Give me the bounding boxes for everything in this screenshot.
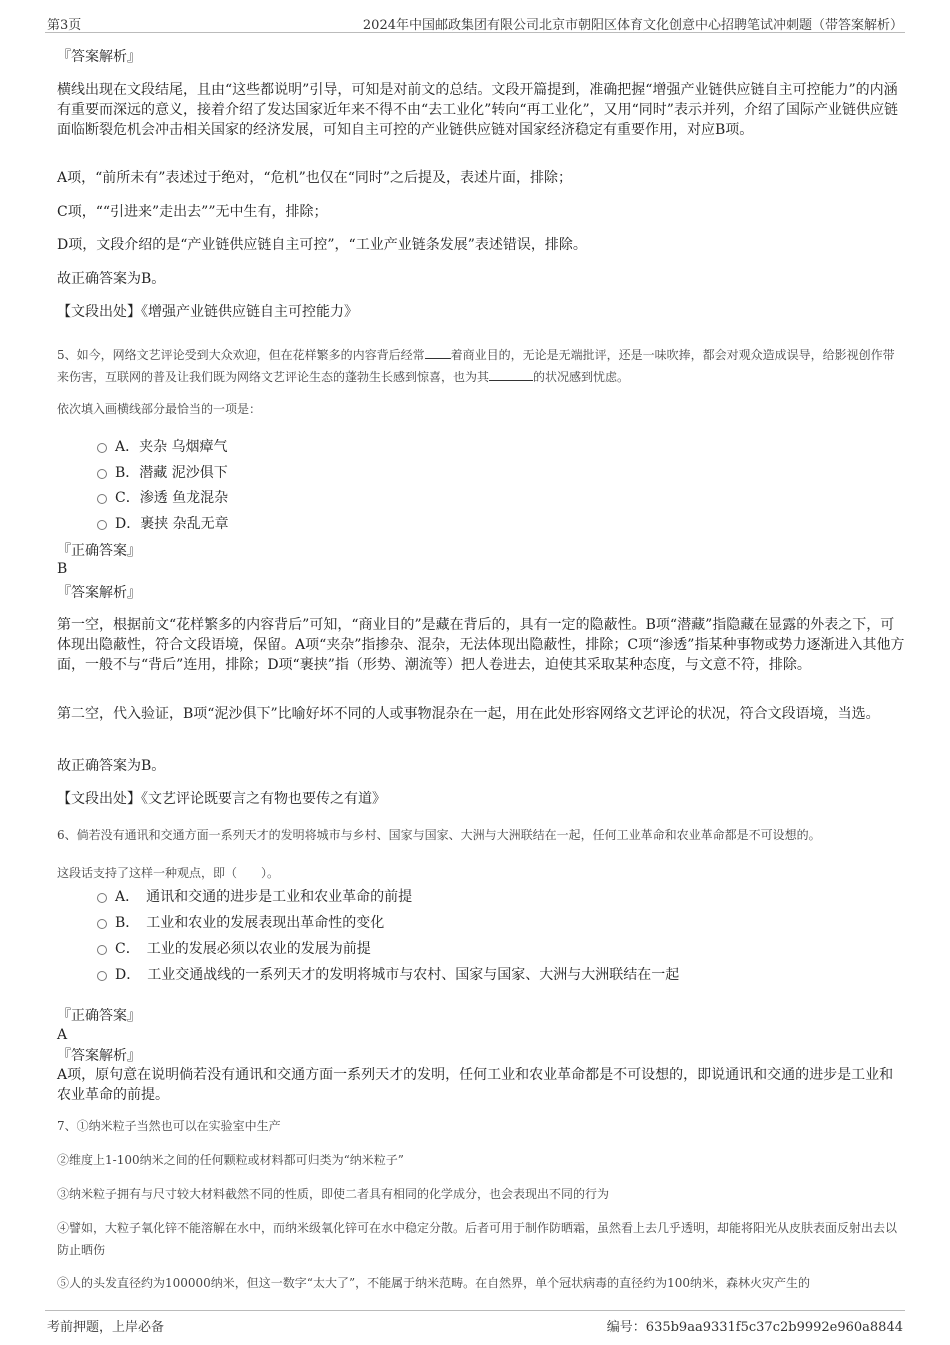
question-7-sentence-4: ④譬如，大粒子氧化锌不能溶解在水中，而纳米级氧化锌可在水中稳定分散。后者可用于制作防晒霜，虽然看上去几乎透明，却能将阳光从皮肤表面反射出去以防止晒伤 xyxy=(57,1221,898,1257)
analysis-label: 『答案解析』 xyxy=(57,585,141,601)
document-title: 2024年中国邮政集团有限公司北京市朝阳区体育文化创意中心招聘笔试冲刺题（带答案解析） xyxy=(362,18,903,33)
stem-text: 着商业目的，无论是无端批评，还是一味吹捧，都会对观众造成误导，给影视创作带来伤害，互联网的普及让我们既为网络文艺评论生态的蓬勃生长感到惊喜，也为其 xyxy=(57,348,895,384)
fill-blank xyxy=(425,346,451,359)
option-b[interactable]: B．潜藏 泥沙俱下 xyxy=(97,463,228,483)
question-7-sentence-5: ⑤人的头发直径约为100000纳米，但这一数字“太大了”，不能属于纳米范畴。在自然界，单个冠状病毒的直径约为100纳米，森林火灾产生的 xyxy=(57,1276,810,1290)
analysis-paragraph: 第一空，根据前文“花样繁多的内容背后”可知，“商业目的”是藏在背后的，具有一定的隐蔽性。B项“潜藏”指隐藏在显露的外表之下，可体现出隐蔽性，符合文段语境，保留。A项“夹杂”指掺杂、混杂，无法体现出隐蔽性，排除；C项“渗透”指某种事物或势力逐渐进入其他方面，一般不与“背后”连用，排除；D项“裹挟”指（形势、潮流等）把人卷进去，迫使其采取某种态度，与文意不符，排除。 xyxy=(57,617,905,673)
analysis-label: 『答案解析』 xyxy=(57,49,141,65)
page-footer xyxy=(45,1310,905,1335)
radio-icon[interactable] xyxy=(97,520,107,530)
question-7-sentence-2: ②维度上1-100纳米之间的任何颗粒或材料都可归类为“纳米粒子” xyxy=(57,1153,404,1167)
analysis-label: 『答案解析』 xyxy=(57,1048,141,1064)
note-option-a: A项，“前所未有”表述过于绝对，“危机”也仅在“同时”之后提及，表述片面，排除； xyxy=(57,170,573,186)
conclusion: 故正确答案为B。 xyxy=(57,758,166,774)
question-5-stem xyxy=(57,344,905,388)
source-citation: 【文段出处】《增强产业链供应链自主可控能力》 xyxy=(57,304,358,320)
source-citation: 【文段出处】《文艺评论既要言之有物也要传之有道》 xyxy=(57,791,386,807)
analysis-text: A项，原句意在说明倘若没有通讯和交通方面一系列天才的发明，任何工业和农业革命都是不可设想的，即说通讯和交通的进步是工业和农业革命的前提。 xyxy=(57,1067,894,1103)
answer-value: A xyxy=(57,1027,68,1043)
stem-text: 的状况感到忧虑。 xyxy=(533,370,630,384)
note-option-d: D项，文段介绍的是“产业链供应链自主可控”，“工业产业链条发展”表述错误，排除。 xyxy=(57,237,587,253)
analysis-paragraph: 第二空，代入验证，B项“泥沙俱下”比喻好坏不同的人或事物混杂在一起，用在此处形容网络文艺评论的状况，符合文段语境，当选。 xyxy=(57,706,880,722)
radio-icon[interactable] xyxy=(97,919,107,929)
answer-label: 『正确答案』 xyxy=(57,1008,141,1024)
analysis-text: 横线出现在文段结尾，且由“这些都说明”引导，可知是对前文的总结。文段开篇提到，准确把握“增强产业链供应链自主可控能力”的内涵有重要而深远的意义，接着介绍了发达国家近年来不得不由“去工业化”转向“再工业化”，又用“同时”表示并列，介绍了国际产业链供应链面临断裂危机会冲击相关国家的经济发展，可知自主可控的产业链供应链对国家经济稳定有重要作用，对应B项。 xyxy=(57,82,898,138)
question-7-sentence-1: 7、①纳米粒子当然也可以在实验室中生产 xyxy=(57,1119,281,1133)
radio-icon[interactable] xyxy=(97,469,107,479)
option-d[interactable]: D． 工业交通战线的一系列天才的发明将城市与农村、国家与国家、大洲与大洲联结在一起 xyxy=(97,965,679,985)
page-number: 第3页 xyxy=(47,18,82,33)
option-c[interactable]: C．渗透 鱼龙混杂 xyxy=(97,488,228,508)
option-d[interactable]: D．裹挟 杂乱无章 xyxy=(97,514,229,534)
page-header xyxy=(45,12,905,33)
option-c[interactable]: C． 工业的发展必须以农业的发展为前提 xyxy=(97,939,371,959)
radio-icon[interactable] xyxy=(97,971,107,981)
conclusion: 故正确答案为B。 xyxy=(57,271,166,287)
stem-text: 5、如今，网络文艺评论受到大众欢迎，但在花样繁多的内容背后经常 xyxy=(57,348,425,362)
answer-value: B xyxy=(57,561,68,577)
radio-icon[interactable] xyxy=(97,443,107,453)
question-5-instruction: 依次填入画横线部分最恰当的一项是： xyxy=(57,402,262,416)
radio-icon[interactable] xyxy=(97,945,107,955)
answer-label: 『正确答案』 xyxy=(57,543,141,559)
footer-slogan: 考前押题，上岸必备 xyxy=(47,1320,165,1335)
option-a[interactable]: A． 通讯和交通的进步是工业和农业革命的前提 xyxy=(97,887,412,907)
radio-icon[interactable] xyxy=(97,494,107,504)
note-option-c: C项，““引进来”走出去””无中生有，排除； xyxy=(57,204,328,220)
option-a[interactable]: A．夹杂 乌烟瘴气 xyxy=(97,437,228,457)
question-6-instruction: 这段话支持了这样一种观点，即（ ）。 xyxy=(57,866,280,880)
radio-icon[interactable] xyxy=(97,893,107,903)
question-6-stem: 6、倘若没有通讯和交通方面一系列天才的发明将城市与乡村、国家与国家、大洲与大洲联结在一起，任何工业革命和农业革命都是不可设想的。 xyxy=(57,828,821,842)
option-b[interactable]: B． 工业和农业的发展表现出革命性的变化 xyxy=(97,913,384,933)
document-id: 编号：635b9aa9331f5c37c2b9992e960a8844 xyxy=(606,1320,903,1335)
question-7-sentence-3: ③纳米粒子拥有与尺寸较大材料截然不同的性质，即使二者具有相同的化学成分，也会表现出不同的行为 xyxy=(57,1187,610,1201)
fill-blank xyxy=(489,368,533,381)
